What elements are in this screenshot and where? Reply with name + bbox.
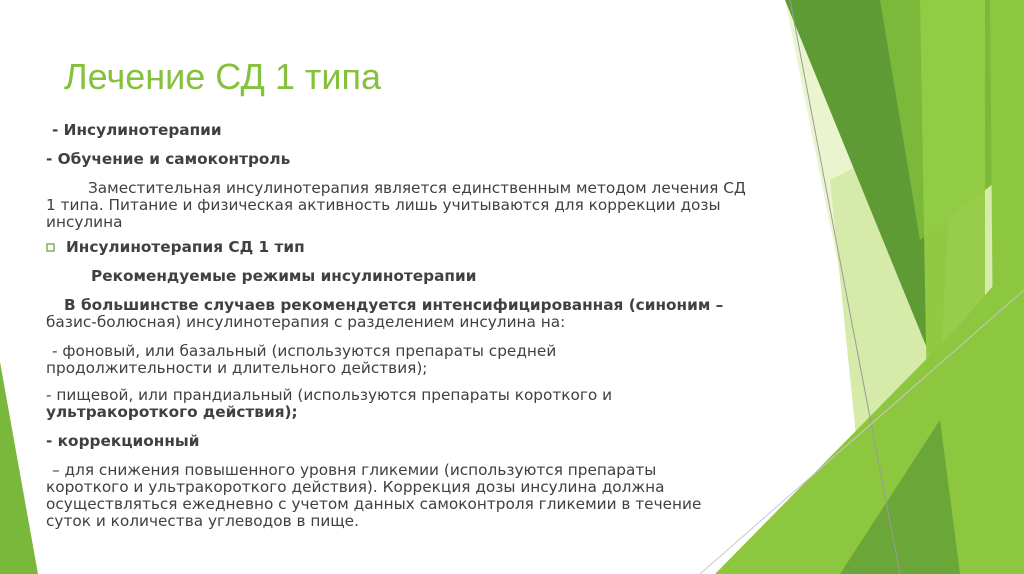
list-item: Инсулинотерапия СД 1 тип [66,238,305,256]
list-item: - Инсулинотерапии [52,121,222,139]
paragraph-line: осуществляться ежедневно с учетом данных самоконтроля гликемии в течение [46,495,702,513]
square-outline-bullet-icon [46,243,55,252]
paragraph-line: 1 типа. Питание и физическая активность лишь учитываются для коррекции дозы [46,196,721,214]
paragraph-line: ультракороткого действия); [46,403,298,421]
list-item: - Обучение и самоконтроль [46,150,291,168]
paragraph-line: короткого и ультракороткого действия). Коррекция дозы инсулина должна [46,478,665,496]
paragraph-line: - фоновый, или базальный (используются препараты средней [52,342,557,360]
paragraph-line [64,296,723,314]
subheading: Рекомендуемые режимы инсулинотерапии [91,267,477,285]
paragraph-line: продолжительности и длительного действия); [46,359,428,377]
paragraph-line: базис-болюсная) инсулинотерапия с разделением инсулина на: [46,313,566,331]
paragraph-line: Заместительная инсулинотерапия является единственным методом лечения СД [88,179,746,197]
left-green-wedge [0,362,38,574]
paragraph-line: - пищевой, или прандиальный (используются препараты короткого и [46,386,613,404]
slide-title: Лечение СД 1 типа [64,56,381,97]
paragraph-bold-text: В большинстве случаев рекомендуется интенсифицированная (синоним – [64,296,724,314]
list-item: - коррекционный [46,432,200,450]
paragraph-line: суток и количества углеводов в пище. [46,512,359,530]
paragraph-line: инсулина [46,213,123,231]
paragraph-line: – для снижения повышенного уровня гликемии (используются препараты [52,461,657,479]
